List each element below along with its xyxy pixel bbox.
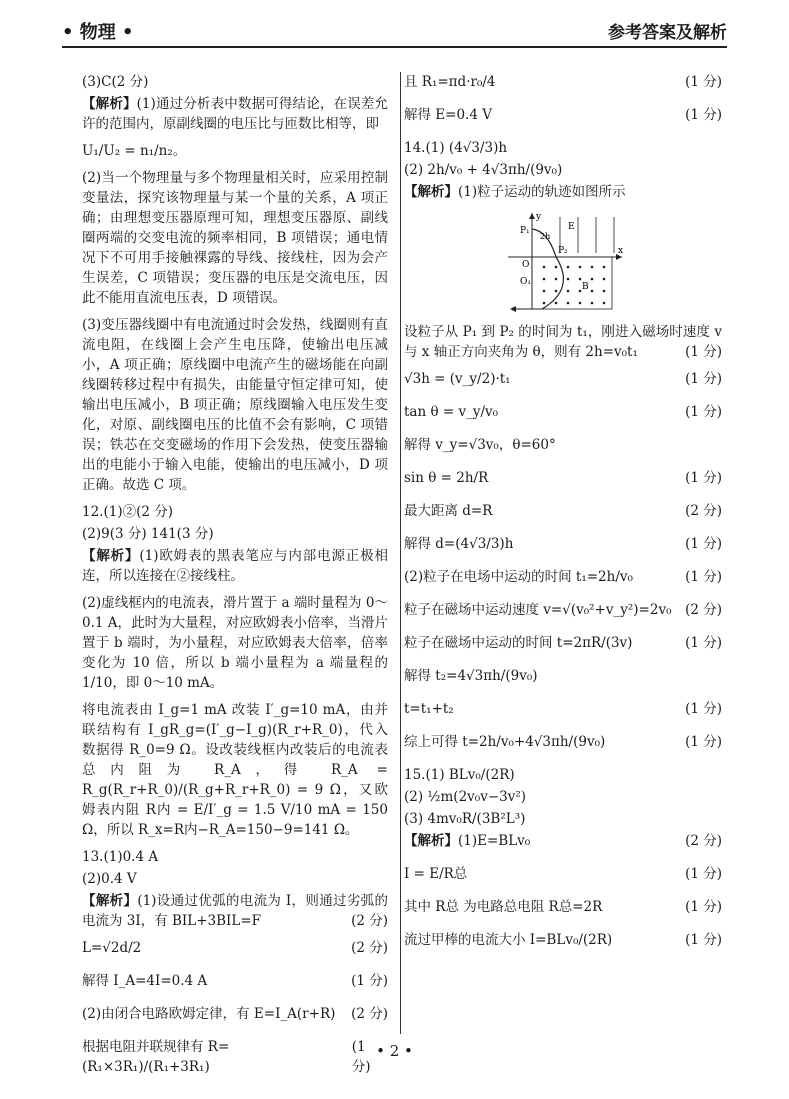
q13-line-7 (404, 105, 722, 125)
q12-1-answer: 12.(1)②(2 分) (82, 504, 174, 520)
q12-analysis-1 (82, 546, 388, 586)
points: (1 分) (685, 866, 722, 882)
points: (1 分) (685, 344, 722, 360)
q11-analysis-3: (3)变压器线圈中有电流通过时会发热，线圈则有直流电阻，在线圈上会产生电压降，使输出电压减小，A 项正确；原线圈中电流产生的磁场能在向副线圈转移过程中有损失，由能量守恒定律可知，使输出电压减小，B 项正确；原线圈输入电压发生变化，对原、副线圈电压的比值不会有影响，C 项错误；铁芯在交变磁场的作用下会发热，使变压器输出的电能小于输入电能，使输出的电压减小，D 项正确。故选 C 项。 (82, 317, 388, 493)
formula: 根据电阻并联规律有 R=(R₁×3R₁)/(R₁+3R₁) (82, 1039, 230, 1075)
q14-line-13 (404, 732, 722, 752)
q14-line-3 (404, 402, 722, 422)
points: (1 分) (351, 1039, 371, 1075)
points: (1 分) (685, 107, 722, 123)
q14-line-8 (404, 567, 722, 587)
q14-analysis-intro (404, 182, 722, 202)
q15-line-1 (404, 831, 722, 851)
formula: sin θ = 2h/R (404, 470, 489, 486)
points: (2 分) (685, 833, 722, 849)
q12-analysis-1-text: (1)欧姆表的黑表笔应与内部电源正极相连，所以连接在②接线柱。 (82, 548, 388, 584)
formula: 解得 I_A=4I=0.4 A (82, 973, 208, 989)
q13-1-answer: 13.(1)0.4 A (82, 849, 159, 865)
trajectory-figure (498, 209, 628, 314)
formula: t=t₁+t₂ (404, 701, 454, 717)
formula: L=√2d/2 (82, 940, 142, 956)
points: (2 分) (351, 1006, 388, 1022)
formula: 解得 v_y=√3v₀，θ=60° (404, 437, 556, 453)
header-title: 参考答案及解析 (608, 23, 727, 43)
field-dots (543, 266, 606, 305)
p1-label: P₁ (520, 226, 530, 236)
exit-arrow (510, 306, 516, 312)
q13-analysis-1 (82, 891, 388, 931)
points: (2 分) (351, 940, 388, 956)
formula: 其中 R总 为电路总电阻 R总=2R (404, 899, 603, 915)
q14-line-4 (404, 435, 722, 455)
y-axis-arrow (529, 213, 535, 219)
q12-2-answer: (2)9(3 分) 141(3 分) (82, 526, 214, 542)
subject-label: • 物理 • (62, 22, 134, 43)
b-field-label: B (582, 282, 589, 292)
q15-line-4 (404, 930, 722, 950)
formula: I = E/R总 (404, 866, 468, 882)
points: (1 分) (685, 569, 722, 585)
formula: 流过甲棒的电流大小 I=BLv₀/(2R) (404, 932, 613, 948)
q11-analysis-1-text: (1)通过分析表中数据可得结论，在误差允许的范围内，原副线圈的电压比与匝数比相等，即 (82, 96, 389, 132)
q12-analysis-2: (2)虚线框内的电流表，滑片置于 a 端时量程为 0～0.1 A，此时为大量程，对应欧姆表小倍率，当滑片置于 b 端时，为小量程，对应欧姆表大倍率，倍率变化为 10 倍，所以 b 端小量程为 a 端量程的 1/10，即 0～10 mA。 (82, 595, 388, 691)
q14-line-2 (404, 369, 722, 389)
q14-2-answer: (2) 2h/v₀ + 4√3πh/(9v₀) (404, 162, 563, 178)
q14-line-11 (404, 666, 722, 686)
q13-line-6 (404, 72, 722, 92)
q15-line-2 (404, 864, 722, 884)
q14-line-7 (404, 534, 722, 554)
q14-analysis-intro-text: (1)粒子运动的轨迹如图所示 (458, 184, 626, 200)
formula: (2)由闭合电路欧姆定律，有 E=I_A(r+R) (82, 1006, 336, 1022)
q14-line-6 (404, 501, 722, 521)
p2-label: P₂ (558, 246, 568, 256)
q12-analysis-3: 将电流表由 I_g=1 mA 改装 I′_g=10 mA，由并联结构有 I_gR_g=(I′_g−I_g)(R_r+R_0)，代入数据得 R_0=9 Ω。设改装线框内改装后的电流表总内阻为 R_A，得 R_A = R_g(R_r+R_0)/(R_g+R_r+R_0) = 9 Ω，又欧姆表内阻 R内 = E/I′_g = 1.5 V/10 mA = 150 Ω，所以 R_x=R内−R_A=150−9=141 Ω。 (82, 702, 388, 838)
points: (1 分) (685, 635, 722, 651)
page-header (62, 12, 727, 48)
q11-3-answer: (3)C(2 分) (82, 74, 149, 90)
points: (2 分) (351, 913, 388, 929)
formula: 最大距离 d=R (404, 503, 493, 519)
particle-trajectory (532, 229, 563, 309)
formula: 解得 E=0.4 V (404, 107, 492, 123)
q11-analysis-2: (2)当一个物理量与多个物理量相关时，应采用控制变量法，探究该物理量与某一个量的关系，A 项正确；由理想变压器原理可知，理想变压器原、副线圈两端的交变电流的频率相同，B 项错误；通电情况下不可用手接触裸露的导线、接线柱，因为会产生误差，C 项错误；变压器的电压是交流电压，因此不能用直流电压表，D 项错误。 (82, 170, 388, 306)
q14-line-5 (404, 468, 722, 488)
points: (1 分) (685, 734, 722, 750)
points: (2 分) (685, 503, 722, 519)
q13-line-4 (82, 1004, 388, 1024)
q15-3-answer: (3) 4mv₀R/(3B²L³) (404, 811, 526, 827)
points: (1 分) (351, 973, 388, 989)
q14-analysis-1-text: 设粒子从 P₁ 到 P₂ 的时间为 t₁，刚进入磁场时速度 v 与 x 轴正方向夹角为 θ，则有 2h=v₀t₁ (404, 324, 722, 360)
e-field-label: E (568, 222, 575, 232)
q14-line-12 (404, 699, 722, 719)
formula: √3h = (v_y/2)·t₁ (404, 371, 511, 387)
q15-2-answer: (2) ½m(2v₀v−3v²) (404, 789, 527, 805)
q13-analysis-1-text: (1)设通过优弧的电流为 I，则通过劣弧的电流为 3I，有 BIL+3BIL=F (82, 893, 389, 929)
y-axis-label: y (536, 212, 542, 222)
formula: 解得 d=(4√3/3)h (404, 536, 514, 552)
q13-line-3 (82, 971, 388, 991)
right-column (404, 72, 722, 963)
points: (1 分) (685, 470, 722, 486)
q14-line-10 (404, 633, 722, 653)
q11-formula: U₁/U₂ = n₁/n₂。 (82, 143, 187, 159)
q15-analysis-1 (404, 831, 530, 851)
formula: (1)E=BLv₀ (458, 833, 531, 849)
formula: 粒子在磁场中运动的时间 t=2πR/(3v) (404, 635, 633, 651)
points: (1 分) (685, 932, 722, 948)
points: (2 分) (685, 602, 722, 618)
x-axis-label: x (618, 246, 624, 256)
q15-line-3 (404, 897, 722, 917)
formula: 综上可得 t=2h/v₀+4√3πh/(9v₀) (404, 734, 606, 750)
q14-line-9 (404, 600, 722, 620)
formula: tan θ = v_y/v₀ (404, 404, 499, 420)
q15-1-answer: 15.(1) BLv₀/(2R) (404, 767, 515, 783)
points: (1 分) (685, 371, 722, 387)
q13-2-answer: (2)0.4 V (82, 871, 137, 887)
points: (1 分) (685, 536, 722, 552)
points: (1 分) (685, 74, 722, 90)
origin-label: O (522, 260, 530, 270)
analysis-label: 【解析】 (404, 833, 458, 849)
left-column (82, 72, 388, 1090)
analysis-label: 【解析】 (404, 184, 458, 200)
analysis-label: 【解析】 (82, 96, 137, 112)
points: (1 分) (685, 701, 722, 717)
magnetic-field-region (532, 257, 612, 309)
formula: (2)粒子在电场中运动的时间 t₁=2h/v₀ (404, 569, 633, 585)
points: (1 分) (685, 899, 722, 915)
q13-line-2 (82, 938, 388, 958)
formula: 且 R₁=πd·r₀/4 (404, 74, 496, 90)
column-divider (400, 72, 401, 1034)
points: (1 分) (685, 404, 722, 420)
q14-1-answer: 14.(1) (4√3/3)h (404, 140, 508, 156)
analysis-label: 【解析】 (82, 548, 140, 564)
formula: 解得 t₂=4√3πh/(9v₀) (404, 668, 538, 684)
page-number: • 2 • (376, 1042, 413, 1060)
q14-analysis-1 (404, 322, 722, 362)
analysis-label: 【解析】 (82, 893, 138, 909)
center-label: O₁ (520, 277, 531, 287)
formula: 粒子在磁场中运动速度 v=√(v₀²+v_y²)=2v₀ (404, 602, 672, 618)
q11-analysis-1 (82, 94, 388, 134)
distance-label: 2h (540, 232, 551, 241)
